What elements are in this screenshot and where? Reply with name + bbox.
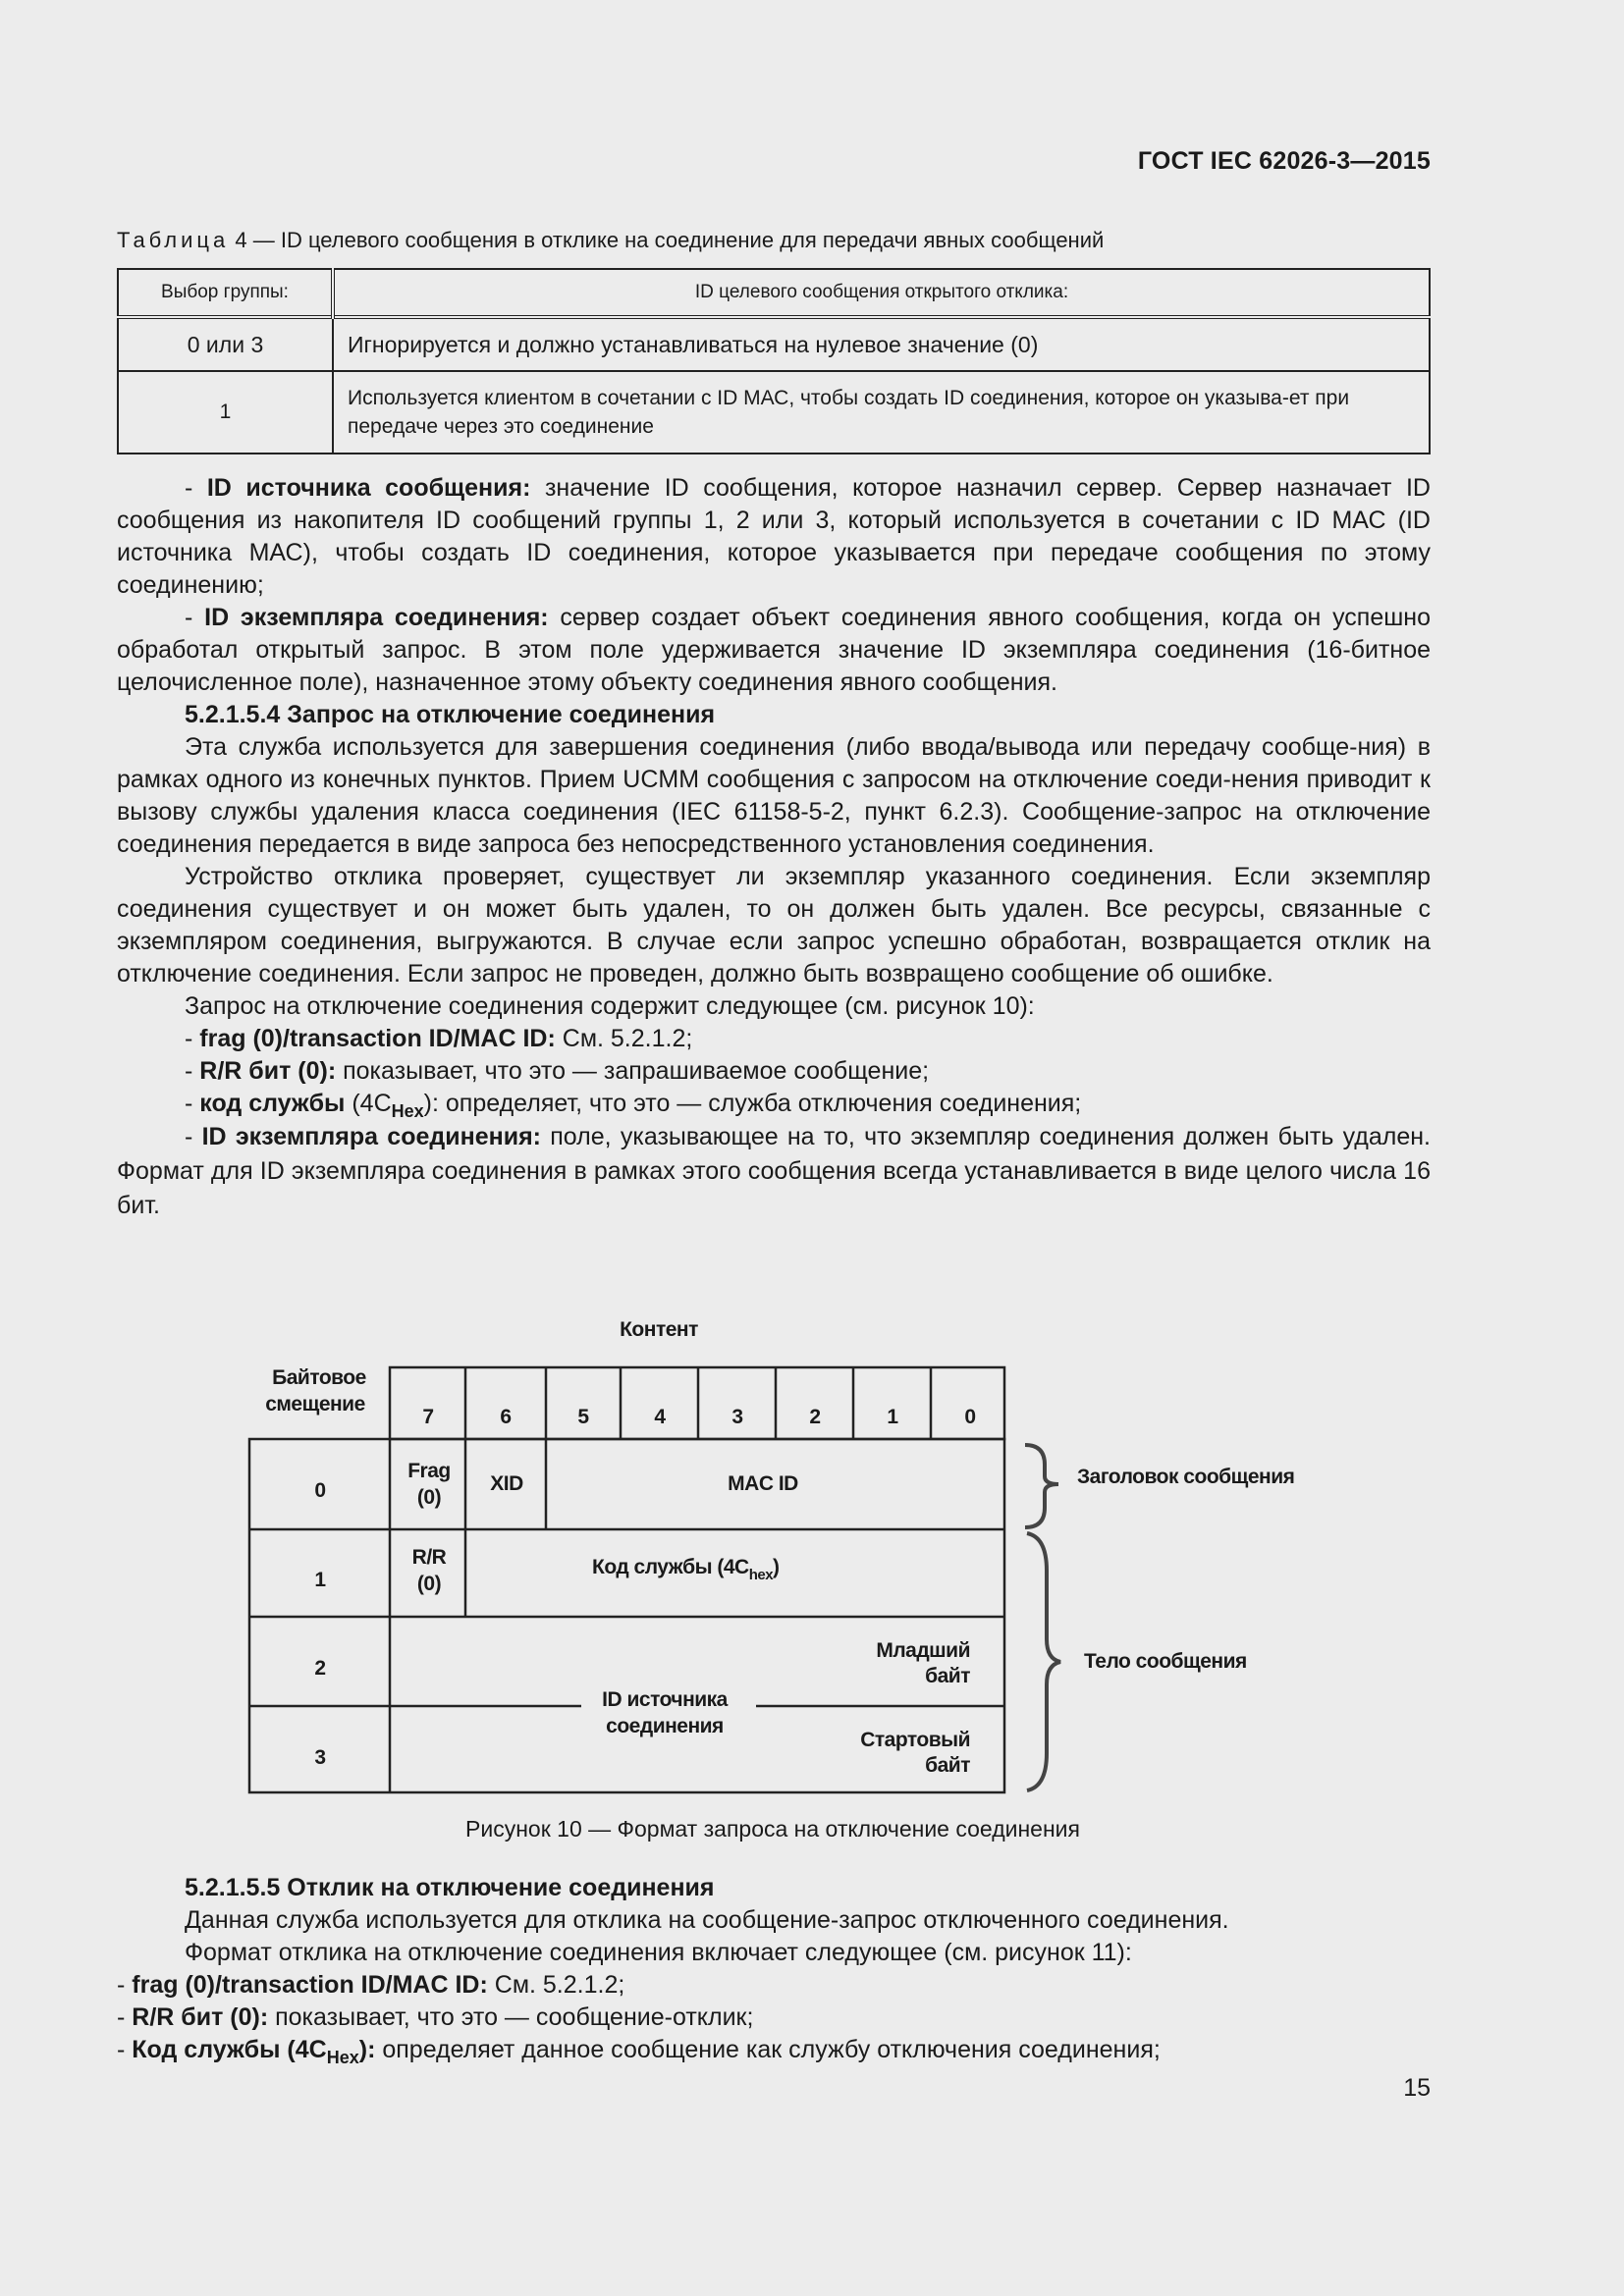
bit-label: 6 xyxy=(500,1406,512,1428)
high-byte-label: Стартовый xyxy=(860,1729,970,1751)
list-item-text: показывает, что это — сообщение-отклик; xyxy=(268,2003,754,2031)
source-id-label: соединения xyxy=(606,1715,724,1737)
frag-label: (0) xyxy=(416,1486,442,1509)
brace-body-label: Тело сообщения xyxy=(1084,1650,1247,1673)
rr-label: R/R xyxy=(411,1546,447,1569)
bit-label: 0 xyxy=(964,1406,976,1428)
list-item-text: ): определяет, что это — служба отключения соединения; xyxy=(423,1090,1082,1117)
rr-label: (0) xyxy=(416,1573,442,1595)
figure-caption: Рисунок 10 — Формат запроса на отключение соединения xyxy=(465,1816,1080,1842)
table-cell-group: 0 или 3 xyxy=(118,317,333,371)
offset-label: 1 xyxy=(314,1569,326,1591)
byte-offset-label: смещение xyxy=(265,1393,365,1415)
body-brace-icon xyxy=(1027,1533,1060,1790)
term: ID экземпляра соединения: xyxy=(201,1123,542,1150)
bit-label: 7 xyxy=(422,1406,434,1428)
term: ): xyxy=(358,2036,376,2063)
list-item: - R/R бит (0): показывает, что это — сообщение-отклик; xyxy=(117,2003,754,2031)
term: R/R бит (0): xyxy=(199,1057,337,1085)
term: frag (0)/transaction ID/MAC ID: xyxy=(132,1971,488,1999)
paragraph: Устройство отклика проверяет, существует ли экземпляр указанного соединения. Если экземпляр соединения существует и он может быть удален, то он должен быть удален. Все ресурсы, связанные с экземпляром соединения, выгружаются. В случае если запрос успешно обработан, возвращается отклик на отключение соединения. Если запрос не проведен, должно быть возвращено сообщение об ошибке. xyxy=(117,863,1431,988)
bit-label: 1 xyxy=(887,1406,898,1428)
list-item-text: определяет данное сообщение как службу отключения соединения; xyxy=(375,2036,1161,2063)
list-item-text: показывает, что это — запрашиваемое сообщение; xyxy=(336,1057,930,1085)
xid-label: XID xyxy=(490,1472,523,1495)
service-code-label: Код службы $(4C_{hex})$ xyxy=(592,1556,780,1583)
figure-10 xyxy=(0,1306,1624,1816)
list-item: - R/R бит (0): показывает, что это — запрашиваемое сообщение; xyxy=(185,1057,930,1085)
table-cell-group: 1 xyxy=(118,371,333,454)
paragraph-text: значение ID сообщения, которое назначил сервер. Сервер назначает ID сообщения из накопителя ID сообщений группы 1, 2 или 3, который используется в сочетании с ID МАС (ID источника МАС), чтобы создать ID соединения, которое указывается при передаче сообщения по этому соединению; xyxy=(117,474,1431,599)
term: ID экземпляра соединения: xyxy=(204,604,549,631)
bit-label: 4 xyxy=(654,1406,666,1428)
paragraph: Запрос на отключение соединения содержит следующее (см. рисунок 10): xyxy=(185,992,1035,1020)
header-brace-icon xyxy=(1025,1445,1058,1527)
table-row xyxy=(118,371,1430,454)
low-byte-label: Младший xyxy=(876,1639,970,1662)
term: Код службы (4C xyxy=(132,2036,327,2063)
bit-label: 3 xyxy=(731,1406,743,1428)
list-item-text: См. 5.2.1.2; xyxy=(555,1025,693,1052)
list-item-text: См. 5.2.1.2; xyxy=(487,1971,625,1999)
paragraph: Эта служба используется для завершения соединения (либо ввода/вывода или передачу сообще-ния) в рамках одного из конечных пунктов. Прием UCMM сообщения с запросом на отключение соеди-нения приводит к вызову службы удаления класса соединения (IEC 61158-5-2, пункт 6.2.3). Сообщение-запрос на отключение соединения передается в виде запроса без непосредственного установления соединения. xyxy=(117,733,1431,858)
table-header-target-id: ID целевого сообщения открытого отклика: xyxy=(333,269,1430,317)
table-row xyxy=(118,317,1430,371)
high-byte-label: байт xyxy=(925,1754,970,1777)
source-id-label: ID источника xyxy=(602,1688,728,1711)
paragraph-text: сервер создает объект соединения явного сообщения, когда он успешно обработал открытый запрос. В этом поле удерживается значение ID экземпляра соединения (16-битное целочисленное поле), назначенное этому объекту соединения явного сообщения. xyxy=(117,604,1431,696)
list-item-text: (4C xyxy=(345,1090,392,1117)
term: ID источника сообщения: xyxy=(206,474,531,502)
table-caption xyxy=(117,228,1104,253)
paragraph-instance-id-2: - ID экземпляра соединения: поле, указывающее на то, что экземпляр соединения должен быть удален. Формат для ID экземпляра соединения в рамках этого сообщения всегда устанавливается в виде целого числа 16 бит. xyxy=(117,1123,1431,1219)
bit-label: 5 xyxy=(577,1406,589,1428)
list-item: - код службы $(4C_{Hex})$: определяет, что это — служба отключения соединения; xyxy=(185,1090,1082,1121)
body-text-upper xyxy=(117,472,1431,1223)
paragraph: Формат отклика на отключение соединения включает следующее (см. рисунок 11): xyxy=(185,1939,1132,1966)
table-cell-text: Игнорируется и должно устанавливаться на нулевое значение (0) xyxy=(333,317,1430,371)
subscript: Hex xyxy=(326,2048,359,2067)
offset-label: 2 xyxy=(314,1657,326,1680)
paragraph-source-id: - ID источника сообщения: значение ID сообщения, которое назначил сервер. Сервер назначает ID сообщения из накопителя ID сообщений группы 1, 2 или 3, который используется в сочетании с ID МАС (ID источника МАС), чтобы создать ID соединения, которое указывается при передаче сообщения по этому соединению; xyxy=(117,474,1431,599)
table-caption-text: 4 — ID целевого сообщения в отклике на соединение для передачи явных сообщений xyxy=(229,228,1105,252)
table-header-row xyxy=(118,269,1430,317)
list-item: - frag (0)/transaction ID/MAC ID: См. 5.2.1.2; xyxy=(117,1971,625,1999)
term: код службы xyxy=(199,1090,346,1117)
table-header-group: Выбор группы: xyxy=(118,269,333,317)
frag-label: Frag xyxy=(407,1460,451,1482)
section-heading: 5.2.1.5.5 Отклик на отключение соединения xyxy=(185,1874,715,1901)
low-byte-label: байт xyxy=(925,1665,970,1687)
paragraph-text: поле, указывающее на то, что экземпляр соединения должен быть удален. Формат для ID экземпляра соединения в рамках этого сообщения всегда устанавливается в виде целого числа 16 бит. xyxy=(117,1123,1431,1219)
bit-label: 2 xyxy=(809,1406,821,1428)
table-4 xyxy=(117,268,1431,454)
subscript: Hex xyxy=(391,1101,424,1121)
page-number: 15 xyxy=(1403,2074,1431,2102)
paragraph-instance-id: - ID экземпляра соединения: сервер создает объект соединения явного сообщения, когда он успешно обработал открытый запрос. В этом поле удерживается значение ID экземпляра соединения (16-битное целочисленное поле), назначенное этому объекту соединения явного сообщения. xyxy=(117,604,1431,696)
table-cell-text: Используется клиентом в сочетании с ID МАС, чтобы создать ID соединения, которое он указыва-ет при передаче через это соединение xyxy=(333,371,1430,454)
section-heading: 5.2.1.5.4 Запрос на отключение соединения xyxy=(185,701,716,728)
body-text-lower xyxy=(117,1872,1431,2066)
list-item: - Код службы $(4C_{Hex})$: определяет данное сообщение как службу отключения соединения; xyxy=(117,2036,1161,2067)
figure-content-label: Контент xyxy=(620,1318,698,1341)
table-caption-prefix: Таблица xyxy=(117,228,230,252)
mac-id-label: MAC ID xyxy=(728,1472,798,1495)
brace-header-label: Заголовок сообщения xyxy=(1077,1466,1295,1488)
paragraph: Данная служба используется для отклика на сообщение-запрос отключенного соединения. xyxy=(185,1906,1229,1934)
term: frag (0)/transaction ID/MAC ID: xyxy=(199,1025,556,1052)
offset-label: 3 xyxy=(314,1746,326,1769)
document-id: ГОСТ IEC 62026-3—2015 xyxy=(1137,147,1431,175)
term: R/R бит (0): xyxy=(132,2003,269,2031)
byte-offset-label: Байтовое xyxy=(272,1366,366,1389)
list-item: - frag (0)/transaction ID/MAC ID: См. 5.2.1.2; xyxy=(185,1025,693,1052)
offset-label: 0 xyxy=(314,1479,326,1502)
